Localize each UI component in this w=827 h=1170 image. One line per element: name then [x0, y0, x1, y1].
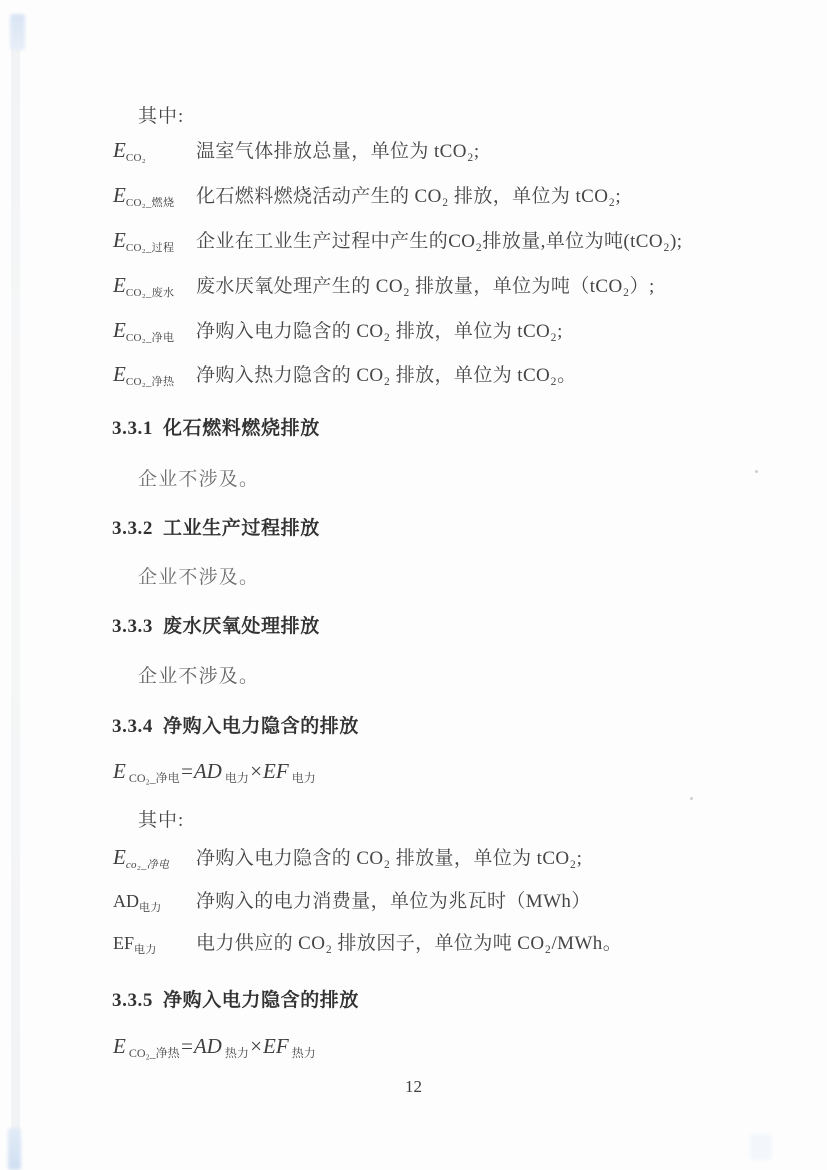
formula-part: [179, 1034, 249, 1060]
symbol-base: AD: [113, 891, 139, 911]
section-heading-3-3-1: [112, 413, 320, 440]
symbol-subscript: 电力: [134, 944, 157, 956]
formula-term: E: [113, 759, 126, 783]
section-body: 企业不涉及。: [138, 567, 260, 588]
scan-fold-artifact: [11, 38, 20, 1148]
symbol-base: E: [113, 228, 126, 252]
symbol-base: E: [113, 183, 126, 207]
section-number: 3.3.3: [112, 616, 153, 637]
section-heading-3-3-5: [112, 985, 359, 1012]
symbol: [113, 183, 196, 210]
scan-smudge-top-left: [10, 14, 25, 50]
formula-electricity: [113, 759, 316, 786]
definition-row: [113, 316, 753, 345]
formula-subscript: 电力: [224, 771, 249, 785]
symbol-base: E: [113, 362, 126, 386]
formula-part: [113, 1034, 180, 1060]
wherein-label: 其中:: [138, 106, 185, 127]
symbol: [113, 228, 196, 255]
symbol: [113, 362, 196, 389]
definition-text: 废水厌氧处理产生的 CO₂ 排放量，单位为吨（tCO₂）;: [196, 276, 655, 297]
formula-heat: [113, 1034, 316, 1061]
symbol: [113, 891, 196, 915]
symbol: [113, 318, 196, 345]
scan-smudge-bottom-left: [8, 1128, 21, 1170]
formula-part: [113, 759, 180, 785]
section-title: 化石燃料燃烧排放: [163, 418, 320, 439]
definition-row: [113, 271, 753, 300]
wherein-label: 其中:: [138, 810, 185, 831]
definition-text: 化石燃料燃烧活动产生的 CO₂ 排放，单位为 tCO₂;: [196, 186, 622, 207]
page-number: 12: [405, 1077, 422, 1096]
formula-part: [248, 759, 316, 785]
section-title: 工业生产过程排放: [163, 518, 320, 539]
definition-row: [113, 360, 753, 389]
definition-row: [113, 136, 753, 164]
section-heading-3-3-4: [112, 711, 359, 738]
symbol-base: E: [113, 845, 126, 869]
symbol-subscript: CO₂_燃烧: [125, 197, 175, 209]
symbol-subscript: CO₂: [125, 152, 146, 164]
formula-term: ×EF: [248, 759, 289, 783]
section-body: 企业不涉及。: [138, 666, 260, 687]
formula-part: [248, 1034, 316, 1060]
section-body: 企业不涉及。: [138, 469, 260, 490]
symbol-subscript: CO₂_净电: [125, 332, 175, 344]
symbol: [113, 138, 196, 164]
scan-speck: [690, 797, 693, 800]
section-title: 净购入电力隐含的排放: [163, 990, 360, 1011]
definition-row: [113, 928, 753, 957]
definition-text: 温室气体排放总量，单位为 tCO₂;: [196, 141, 480, 162]
symbol-base: E: [113, 318, 126, 342]
symbol: [113, 933, 196, 957]
section-title: 净购入电力隐含的排放: [163, 716, 360, 737]
formula-subscript: 热力: [291, 1046, 316, 1060]
definition-row: [113, 843, 753, 872]
symbol-subscript: CO₂_净热: [125, 376, 175, 388]
section-heading-3-3-2: [112, 513, 320, 540]
formula-subscript: 热力: [224, 1046, 249, 1060]
definition-row: [113, 226, 753, 255]
section-title: 废水厌氧处理排放: [163, 616, 320, 637]
definition-text: 企业在工业生产过程中产生的CO₂排放量,单位为吨(tCO₂);: [196, 231, 683, 252]
formula-subscript: CO₂_净热: [128, 1046, 180, 1060]
definition-text: 净购入电力隐含的 CO₂ 排放，单位为 tCO₂;: [196, 321, 563, 342]
formula-subscript: 电力: [291, 771, 316, 785]
formula-term: ×EF: [248, 1034, 289, 1058]
symbol: [113, 273, 196, 300]
section-number: 3.3.1: [112, 418, 153, 439]
scan-speck: [755, 470, 758, 473]
symbol-base: E: [113, 138, 126, 162]
symbol-subscript: co₂_净电: [125, 859, 170, 871]
definition-row: [113, 181, 753, 210]
scan-smudge-bottom-right: [750, 1134, 772, 1160]
definition-text: 净购入的电力消费量，单位为兆瓦时（MWh）: [196, 891, 591, 912]
formula-subscript: CO₂_净电: [128, 771, 180, 785]
section-number: 3.3.4: [112, 716, 153, 737]
symbol-base: EF: [113, 933, 135, 953]
symbol: [113, 845, 196, 872]
formula-term: =AD: [179, 1034, 222, 1058]
formula-term: E: [113, 1034, 126, 1058]
symbol-subscript: 电力: [139, 902, 162, 914]
definition-row: [113, 886, 753, 915]
symbol-subscript: CO₂_过程: [125, 242, 175, 254]
definition-text: 净购入热力隐含的 CO₂ 排放，单位为 tCO₂。: [196, 365, 577, 386]
section-heading-3-3-3: [112, 611, 320, 638]
symbol-subscript: CO₂_废水: [125, 287, 175, 299]
formula-term: =AD: [179, 759, 222, 783]
formula-part: [179, 759, 249, 785]
symbol-base: E: [113, 273, 126, 297]
section-number: 3.3.5: [112, 990, 153, 1011]
section-number: 3.3.2: [112, 518, 153, 539]
definition-text: 净购入电力隐含的 CO₂ 排放量，单位为 tCO₂;: [196, 848, 583, 869]
definition-text: 电力供应的 CO₂ 排放因子，单位为吨 CO₂/MWh。: [196, 933, 623, 954]
